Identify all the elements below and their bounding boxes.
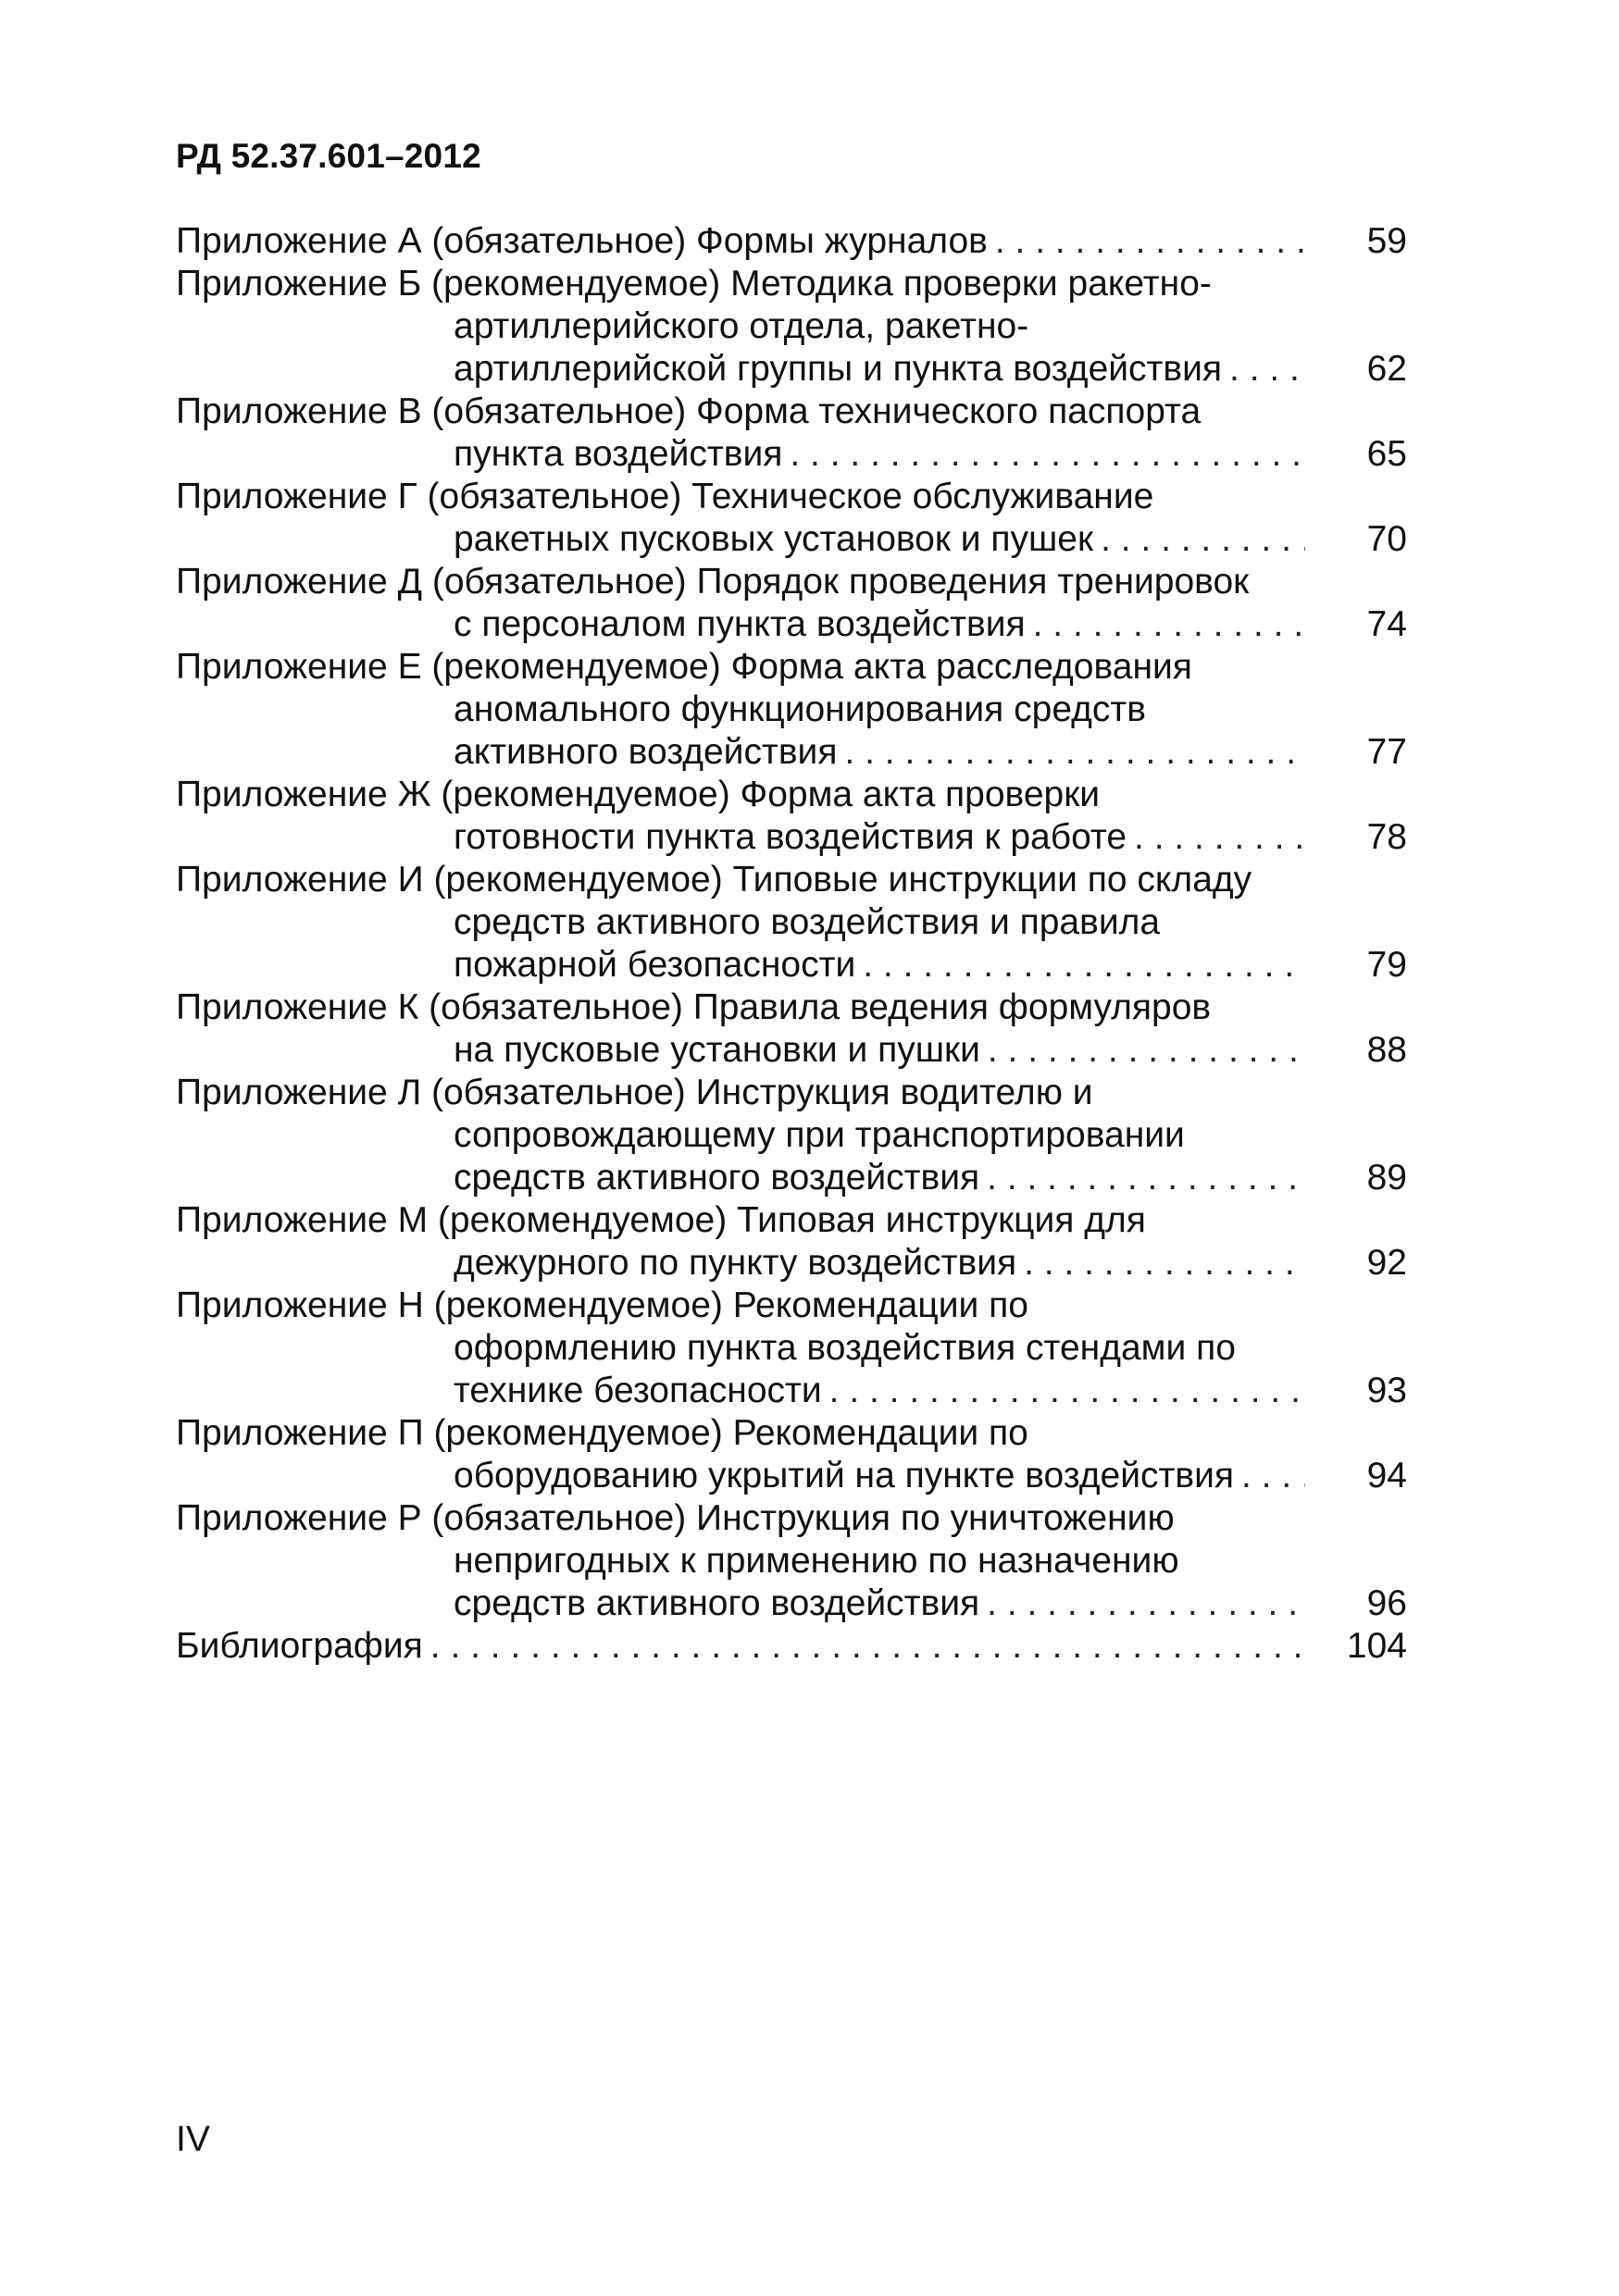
- toc-entry-line: [176, 305, 1407, 348]
- toc-entry-line: [176, 220, 1407, 263]
- toc-page-number: 94: [1366, 1456, 1407, 1496]
- toc-entry-text: Приложение М (рекомендуемое) Типовая инструкция для: [176, 1200, 1146, 1240]
- toc-entry-text: Приложение Б (рекомендуемое) Методика проверки ракетно-: [176, 264, 1212, 304]
- toc-entry: [176, 646, 1407, 774]
- toc-entry-line: [176, 603, 1407, 646]
- toc-entry: [176, 859, 1407, 987]
- toc-entry-text: средств активного воздействия и правила: [454, 902, 1161, 942]
- dot-leader: [987, 1157, 1305, 1199]
- toc-entry-line: [176, 944, 1407, 987]
- toc-entry-text: Приложение Л (обязательное) Инструкция водителю и: [176, 1073, 1093, 1112]
- toc-entry-line: [176, 1285, 1407, 1327]
- toc-entry-line: [176, 263, 1407, 305]
- toc-entry-line: [176, 774, 1407, 816]
- toc-entry-line: [176, 1327, 1407, 1370]
- toc-page-number: 89: [1366, 1158, 1407, 1198]
- toc-entry-text: Библиография: [176, 1626, 423, 1666]
- toc-entry: [176, 263, 1407, 391]
- toc-entry-text: технике безопасности: [454, 1371, 822, 1410]
- toc-entry-line: [176, 1582, 1407, 1625]
- dot-leader: [995, 220, 1305, 263]
- toc-entry-text: средств активного воздействия: [454, 1158, 980, 1198]
- toc-page-number: 70: [1366, 519, 1407, 559]
- toc-entry: [176, 1412, 1407, 1497]
- toc-entry-text: Приложение Р (обязательное) Инструкция по уничтожению: [176, 1498, 1175, 1538]
- toc-entry: [176, 391, 1407, 476]
- toc-entry-line: [176, 1199, 1407, 1242]
- toc-entry: [176, 1072, 1407, 1199]
- toc-entry: [176, 1285, 1407, 1412]
- toc-entry-text: Приложение Д (обязательное) Порядок проведения тренировок: [176, 562, 1250, 602]
- toc-entry: [176, 987, 1407, 1072]
- toc-entry-text: Приложение А (обязательное) Формы журналов: [176, 221, 988, 261]
- toc-entry-text: оформлению пункта воздействия стендами по: [454, 1328, 1236, 1368]
- toc-entry-text: на пусковые установки и пушки: [454, 1030, 980, 1070]
- toc-entry-line: [176, 1157, 1407, 1199]
- toc-entry-text: пожарной безопасности: [454, 945, 856, 985]
- toc-entry-text: готовности пункта воздействия к работе: [454, 817, 1127, 857]
- toc-entry-text: артиллерийского отдела, ракетно-: [454, 306, 1029, 346]
- toc-page-number: 79: [1366, 945, 1407, 985]
- dot-leader: [1229, 348, 1305, 391]
- dot-leader: [844, 731, 1305, 774]
- toc-entry-text: Приложение И (рекомендуемое) Типовые инструкции по складу: [176, 860, 1252, 900]
- toc-entry-line: [176, 1072, 1407, 1114]
- toc-entry-line: [176, 816, 1407, 859]
- toc-page-number: 74: [1366, 604, 1407, 644]
- toc-entry-line: [176, 433, 1407, 476]
- toc-entry-text: Приложение К (обязательное) Правила ведения формуляров: [176, 987, 1212, 1027]
- toc-entry-line: [176, 646, 1407, 689]
- toc-entry-text: аномального функционирования средств: [454, 689, 1146, 729]
- dot-leader: [1241, 1455, 1305, 1497]
- toc-entry-text: с персоналом пункта воздействия: [454, 604, 1026, 644]
- toc-entry-text: активного воздействия: [454, 732, 838, 772]
- toc-entry-text: Приложение Е (рекомендуемое) Форма акта расследования: [176, 647, 1192, 687]
- toc-entry-line: [176, 1242, 1407, 1285]
- toc-entry-text: непригодных к применению по назначению: [454, 1541, 1179, 1581]
- toc-entry-line: [176, 1412, 1407, 1455]
- toc-entry-line: [176, 1455, 1407, 1497]
- toc-entry-line: [176, 689, 1407, 731]
- dot-leader: [1033, 603, 1305, 646]
- toc-entry-text: дежурного по пункту воздействия: [454, 1243, 1017, 1283]
- toc-entry: [176, 774, 1407, 859]
- dot-leader: [1134, 816, 1305, 859]
- toc-entry-line: [176, 1497, 1407, 1540]
- toc-entry: [176, 1497, 1407, 1625]
- toc-entry-text: Приложение Г (обязательное) Техническое обслуживание: [176, 477, 1154, 516]
- toc-entry: [176, 1625, 1407, 1668]
- toc-entry-text: ракетных пусковых установок и пушек: [454, 519, 1094, 559]
- dot-leader: [863, 944, 1305, 987]
- toc-entry-line: [176, 561, 1407, 603]
- toc-entry-text: оборудованию укрытий на пункте воздействия: [454, 1456, 1234, 1496]
- toc-page-number: 62: [1366, 349, 1407, 389]
- toc-page-number: 92: [1366, 1243, 1407, 1283]
- dot-leader: [430, 1625, 1305, 1668]
- toc-entry-line: [176, 518, 1407, 561]
- toc-entry-text: пункта воздействия: [454, 434, 783, 474]
- toc-page-number: 65: [1366, 434, 1407, 474]
- toc-entry-line: [176, 476, 1407, 518]
- toc-page-number: 77: [1366, 732, 1407, 772]
- toc-page-number: 93: [1366, 1371, 1407, 1410]
- toc-entry: [176, 476, 1407, 561]
- toc-entry-line: [176, 1625, 1407, 1668]
- toc-page-number: 96: [1366, 1583, 1407, 1623]
- toc-entry: [176, 1199, 1407, 1285]
- toc-entry: [176, 220, 1407, 263]
- toc-page-number: 104: [1346, 1626, 1407, 1666]
- toc-entry-text: Приложение В (обязательное) Форма технического паспорта: [176, 391, 1202, 431]
- dot-leader: [829, 1370, 1305, 1412]
- dot-leader: [790, 433, 1305, 476]
- toc-entry-line: [176, 859, 1407, 901]
- toc-entry: [176, 561, 1407, 646]
- toc-entry-line: [176, 391, 1407, 433]
- table-of-contents: [176, 220, 1407, 1668]
- toc-page-number: 88: [1366, 1030, 1407, 1070]
- dot-leader: [1101, 518, 1305, 561]
- toc-entry-line: [176, 1540, 1407, 1582]
- toc-page-number: 59: [1366, 221, 1407, 261]
- toc-entry-line: [176, 348, 1407, 391]
- dot-leader: [1024, 1242, 1305, 1285]
- toc-entry-line: [176, 1114, 1407, 1157]
- toc-entry-text: Приложение Н (рекомендуемое) Рекомендации по: [176, 1285, 1028, 1325]
- toc-entry-line: [176, 731, 1407, 774]
- toc-entry-text: артиллерийской группы и пункта воздействия: [454, 349, 1223, 389]
- toc-entry-line: [176, 901, 1407, 944]
- toc-entry-text: Приложение П (рекомендуемое) Рекомендации по: [176, 1413, 1028, 1453]
- toc-entry-text: сопровождающему при транспортировании: [454, 1115, 1185, 1155]
- toc-entry-line: [176, 1370, 1407, 1412]
- toc-entry-line: [176, 987, 1407, 1029]
- page-number-footer: IV: [176, 2119, 210, 2159]
- toc-page-number: 78: [1366, 817, 1407, 857]
- document-code: РД 52.37.601–2012: [176, 137, 481, 175]
- toc-entry-line: [176, 1029, 1407, 1072]
- toc-entry-text: Приложение Ж (рекомендуемое) Форма акта проверки: [176, 775, 1101, 814]
- dot-leader: [988, 1029, 1305, 1072]
- dot-leader: [987, 1582, 1305, 1625]
- toc-entry-text: средств активного воздействия: [454, 1583, 980, 1623]
